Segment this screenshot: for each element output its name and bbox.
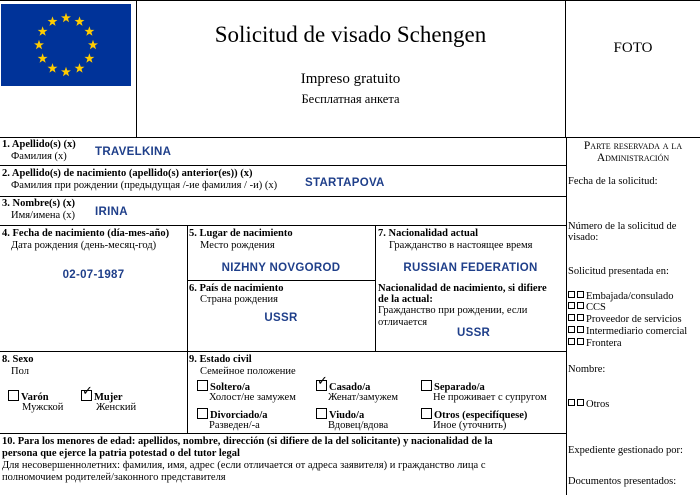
civil-divorciado-checkbox[interactable] [197,408,208,419]
civil-otros-checkbox[interactable] [421,408,432,419]
header-divider-right [565,0,566,137]
field7b-ru-l2: отличается [378,317,428,328]
civil-separado-checkbox[interactable] [421,380,432,391]
field6-value[interactable]: USSR [264,312,298,324]
col-line-4-5 [187,225,188,433]
field10-ru-l1: Для несовершеннолетних: фамилия, имя, адрес (если отличается от адреса заявителя) и гражданство лица с [2,460,486,471]
side-nombre: Nombre: [568,364,606,375]
civil-otros-ru: Иное (уточнить) [433,420,507,431]
civil-separado-ru: Не проживает с супругом [433,392,547,403]
field1-ru: Фамилия (x) [11,151,67,162]
field7b-value[interactable]: USSR [457,327,491,339]
side-panel-divider [566,137,567,495]
side-option: Frontera [568,338,622,350]
sex-female-checkbox[interactable] [81,390,92,401]
civil-divorciado[interactable]: Divorciado/a [197,408,268,422]
field2-value[interactable]: STARTAPOVA [305,177,385,189]
side-option: Intermediario comercial [568,326,687,338]
row-line-3 [0,225,566,226]
civil-viudo[interactable]: Viudo/a [316,408,364,422]
sex-option-male[interactable]: Varón [8,390,49,404]
civil-casado-ru: Женат/замужем [328,392,399,403]
civil-otros[interactable]: Otros (especifíquese) [421,408,527,422]
field2-label: 2. Apellido(s) de nacimiento (apellido(s) anterior(es)) (x) [2,168,253,179]
header-bottom-line [0,137,700,138]
sex-male-checkbox[interactable] [8,390,19,401]
field5-label: 5. Lugar de nacimiento [189,228,293,239]
side-title-line1: Parte reservada a la [583,140,683,152]
side-option: Embajada/consulado [568,291,673,303]
civil-soltero-ru: Холост/не замужем [209,392,296,403]
side-fecha: Fecha de la solicitud: [568,176,658,187]
sex-male-ru: Мужской [22,402,64,413]
field1-value[interactable]: TRAVELKINA [95,146,172,158]
civil-casado-checkbox[interactable] [316,380,327,391]
field2-ru: Фамилия при рождении (предыдущая /-ие фамилия / -и) (x) [11,180,278,191]
side-option: Proveedor de servicios [568,314,682,326]
field4-value[interactable]: 02-07-1987 [62,269,125,281]
field4-label: 4. Fecha de nacimiento (día-mes-año) [2,228,170,239]
photo-label: FOTO [613,40,653,56]
field8-label: 8. Sexo [2,354,34,365]
row-line-4 [0,351,566,352]
field9-ru: Семейное положение [200,366,296,377]
field6-label: 6. País de nacimiento [189,283,284,294]
side-option: CCS [568,302,606,314]
col-line-5-7 [375,225,376,351]
field1-label: 1. Apellido(s) (x) [2,139,76,150]
form-title: Solicitud de visado Schengen [214,22,487,47]
side-otros: Otros [568,399,609,411]
civil-soltero[interactable]: Soltero/a [197,380,250,394]
civil-viudo-checkbox[interactable] [316,408,327,419]
form-subtitle-es: Impreso gratuito [300,71,401,87]
top-border [0,0,700,1]
side-documentos: Documentos presentados: [568,476,677,487]
side-numero-l1: Número de la solicitud de [568,221,677,232]
field3-value[interactable]: IRINA [95,206,128,218]
row-line-5 [0,433,566,434]
field7-label: 7. Nacionalidad actual [378,228,479,239]
field9-label: 9. Estado civil [189,354,252,365]
civil-soltero-checkbox[interactable] [197,380,208,391]
field6-ru: Страна рождения [200,294,278,305]
field5-value[interactable]: NIZHNY NOVGOROD [221,262,341,274]
side-presentada: Solicitud presentada en: [568,266,669,277]
form-subtitle-ru: Бесплатная анкета [301,92,400,106]
row-line-2 [0,196,566,197]
field4-ru: Дата рождения (день-месяц-год) [11,240,157,251]
sex-female-ru: Женский [96,402,137,413]
field10-label-l2: persona que ejerce la patria potestad o del tutor legal [2,448,240,459]
sex-option-female[interactable]: ✓Mujer [81,390,123,404]
header-divider-left [136,0,137,137]
civil-divorciado-ru: Разведен/-а [209,420,260,431]
eu-flag [1,4,131,86]
side-title-line2: Administración [596,152,670,164]
side-numero-l2: visado: [568,232,599,243]
field3-label: 3. Nombre(s) (x) [2,198,75,209]
row-line-5-6 [187,280,375,281]
field7b-ru-l1: Гражданство при рождении, если [378,305,528,316]
field3-ru: Имя/имена (x) [11,210,76,221]
field10-ru-l2: полномочием родителей/законного представителя [2,472,226,483]
civil-casado[interactable]: ✓Casado/a [316,380,370,394]
field7b-label-l2: de la actual: [378,294,433,305]
field7-ru: Гражданство в настоящее время [389,240,533,251]
field8-ru: Пол [11,366,29,377]
field10-label-l1: 10. Para los menores de edad: apellidos, nombre, dirección (si difiere de la del solicitante) y nacionalidad de la [2,436,493,447]
civil-viudo-ru: Вдовец/вдова [328,420,389,431]
field7-value[interactable]: RUSSIAN FEDERATION [403,262,538,274]
side-expediente: Expediente gestionado por: [568,445,683,456]
field5-ru: Место рождения [200,240,275,251]
row-line-1 [0,165,566,166]
civil-separado[interactable]: Separado/a [421,380,485,394]
field7b-label-l1: Nacionalidad de nacimiento, si difiere [378,283,547,294]
